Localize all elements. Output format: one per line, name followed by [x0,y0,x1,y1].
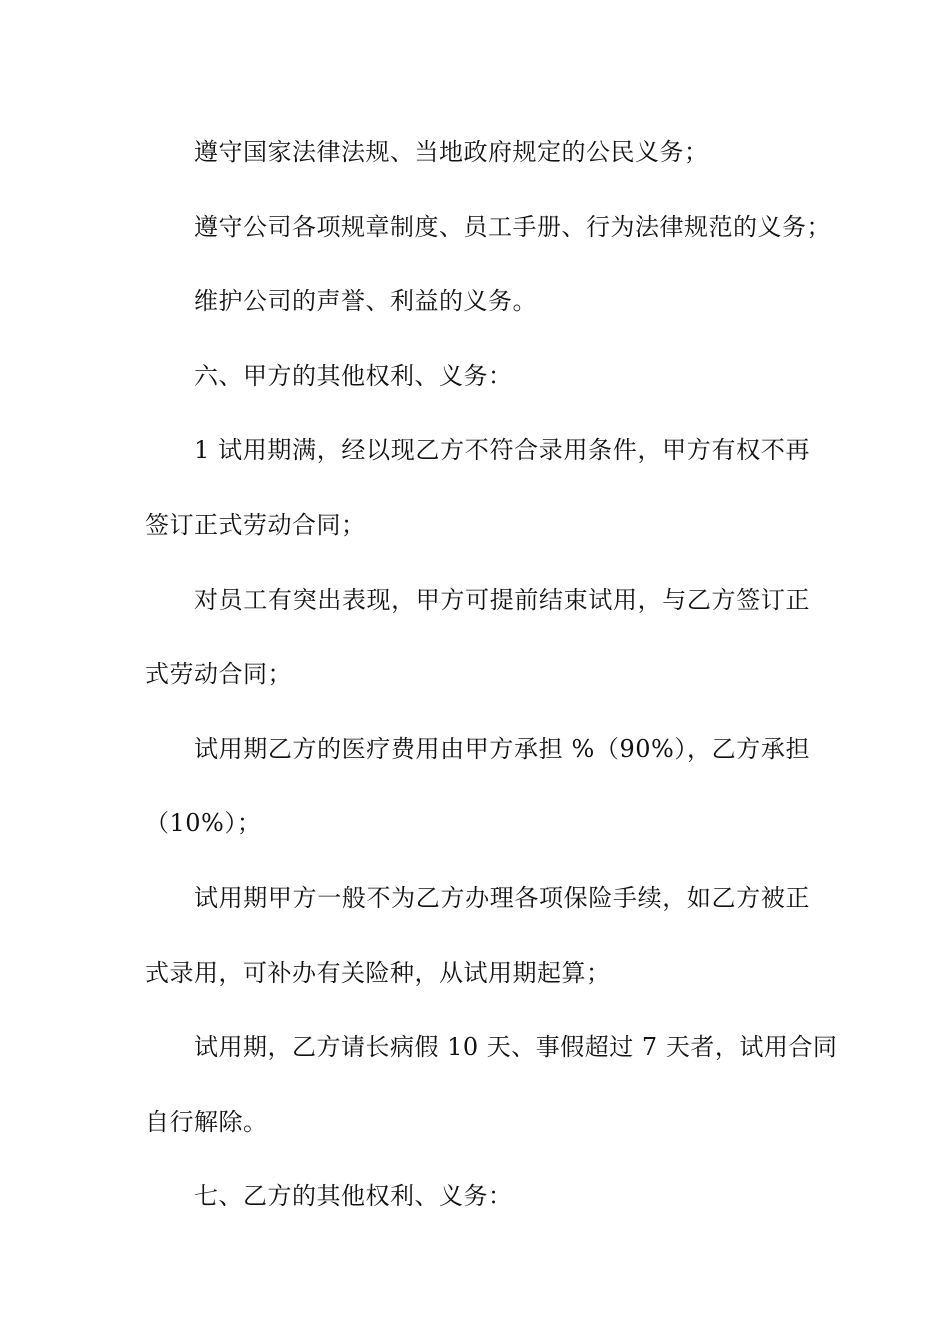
paragraph-line: 对员工有突出表现，甲方可提前结束试用，与乙方签订正 [194,586,810,614]
paragraph-line: 试用期乙方的医疗费用由甲方承担 %（90%），乙方承担 [194,735,810,763]
paragraph-line: （10%）； [145,809,262,837]
paragraph-line: 自行解除。 [145,1108,268,1136]
paragraph-line: 式劳动合同； [145,660,292,688]
paragraph-line: 签订正式劳动合同； [145,511,366,539]
section-heading: 七、乙方的其他权利、义务： [194,1182,513,1210]
paragraph-line: 维护公司的声誉、利益的义务。 [194,287,537,315]
section-heading: 六、甲方的其他权利、义务： [194,362,513,390]
paragraph-line: 1 试用期满，经以现乙方不符合录用条件，甲方有权不再 [194,436,810,464]
paragraph-line: 式录用，可补办有关险种，从试用期起算； [145,959,611,987]
paragraph-line: 遵守国家法律法规、当地政府规定的公民义务； [194,138,709,166]
paragraph-line: 试用期甲方一般不为乙方办理各项保险手续，如乙方被正 [194,884,810,912]
paragraph-line: 遵守公司各项规章制度、员工手册、行为法律规范的义务； [194,213,831,241]
paragraph-line: 试用期，乙方请长病假 10 天、事假超过 7 天者，试用合同 [194,1033,838,1061]
